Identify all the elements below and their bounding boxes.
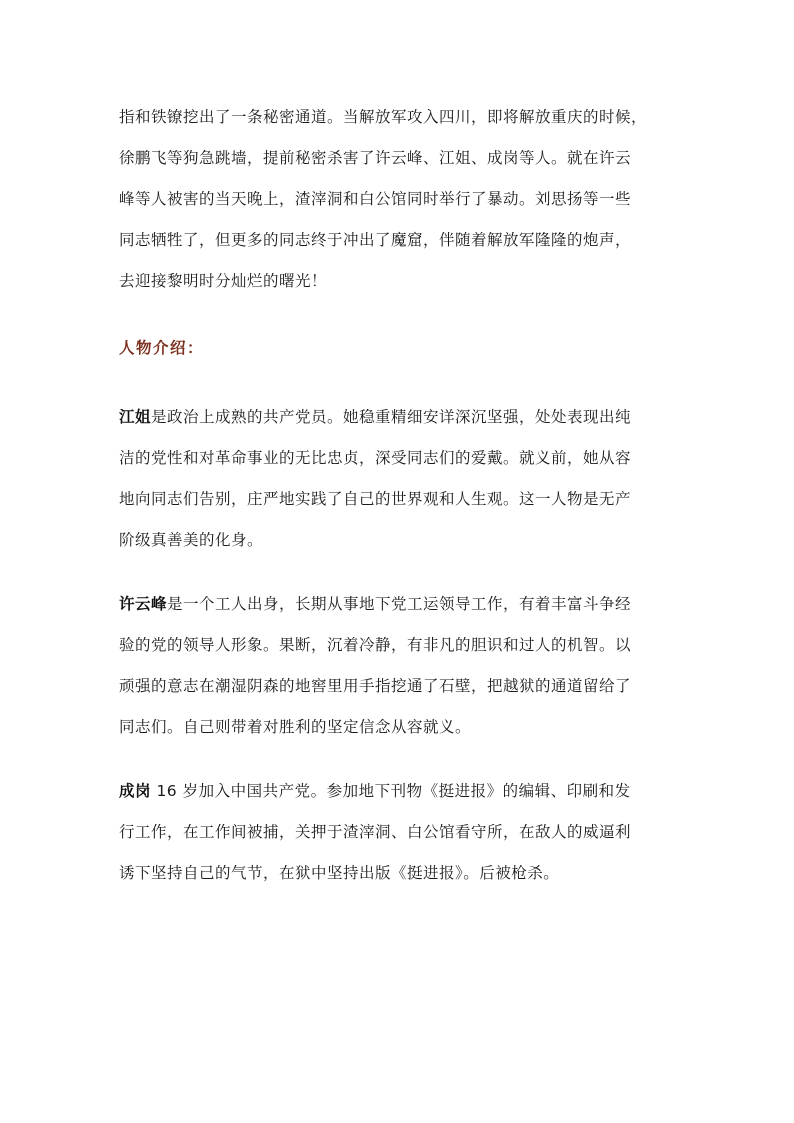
character-line: 地向同志们告别，庄严地实践了自己的世界观和人生观。这一人物是无产 [119, 490, 632, 508]
character-line: 洁的党性和对革命事业的无比忠贞，深受同志们的爱戴。就义前，她从容 [119, 449, 632, 467]
intro-line: 指和铁镣挖出了一条秘密通道。当解放军攻入四川，即将解放重庆的时候， [119, 108, 648, 126]
character-paragraph-xu-yunfeng [119, 584, 691, 748]
intro-paragraph [119, 97, 691, 302]
character-line: 同志们。自己则带着对胜利的坚定信念从容就义。 [119, 718, 472, 736]
character-paragraph-cheng-gang [119, 771, 691, 894]
character-text: 16 岁加入中国共产党。参加地下刊物《挺进报》的编辑、印刷和发 [151, 782, 631, 800]
character-line: 顽强的意志在潮湿阴森的地窖里用手指挖通了石壁，把越狱的通道留给了 [119, 677, 632, 695]
intro-line: 去迎接黎明时分灿烂的曙光！ [119, 272, 328, 290]
character-line: 验的党的领导人形象。果断，沉着冷静，有非凡的胆识和过人的机智。以 [119, 636, 632, 654]
character-line: 阶级真善美的化身。 [119, 531, 264, 549]
character-paragraph-jiang-jie [119, 397, 691, 561]
character-first-line [119, 397, 691, 438]
character-first-line [119, 771, 691, 812]
intro-line: 徐鹏飞等狗急跳墙，提前秘密杀害了许云峰、江姐、成岗等人。就在许云 [119, 149, 632, 167]
character-text: 是一个工人出身，长期从事地下党工运领导工作，有着丰富斗争经 [167, 595, 632, 613]
intro-line: 峰等人被害的当天晚上，渣滓洞和白公馆同时举行了暴动。刘思扬等一些 [119, 190, 632, 208]
section-heading: 人物介绍： [119, 339, 205, 357]
character-name: 江姐 [119, 408, 152, 426]
character-line: 行工作，在工作间被捕，关押于渣滓洞、白公馆看守所，在敌人的威逼利 [119, 823, 632, 841]
character-name: 成岗 [119, 782, 152, 800]
character-line: 诱下坚持自己的气节，在狱中坚持出版《挺进报》。后被枪杀。 [119, 864, 560, 882]
intro-line: 同志牺牲了，但更多的同志终于冲出了魔窟，伴随着解放军隆隆的炮声， [119, 231, 632, 249]
character-name: 许云峰 [119, 595, 168, 613]
character-first-line [119, 584, 691, 625]
character-text: 是政治上成熟的共产党员。她稳重精细安详深沉坚强，处处表现出纯 [151, 408, 632, 426]
